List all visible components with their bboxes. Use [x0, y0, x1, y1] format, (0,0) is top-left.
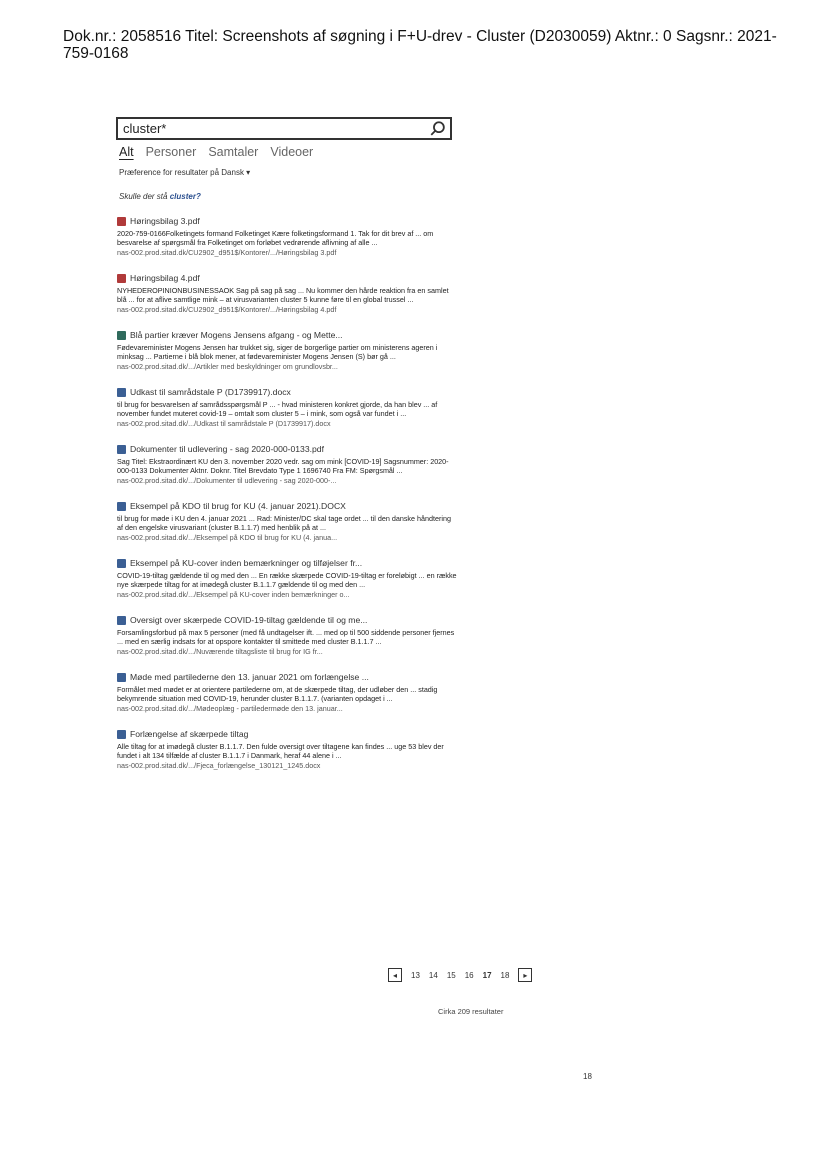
- word-file-icon: [117, 559, 126, 568]
- pdf-file-icon: [117, 217, 126, 226]
- web-page-icon: [117, 331, 126, 340]
- current-page: 17: [482, 970, 492, 980]
- result-url: nas-002.prod.sitad.dk/.../Eksempel på KU-cover inden bemærkninger o...: [117, 590, 350, 599]
- word-file-icon: [117, 445, 126, 454]
- result-title-link[interactable]: Blå partier kræver Mogens Jensens afgang - og Mette...: [130, 330, 343, 340]
- word-file-icon: [117, 616, 126, 625]
- tab-samtaler[interactable]: Samtaler: [208, 145, 259, 159]
- word-file-icon: [117, 388, 126, 397]
- result-snippet: Forsamlingsforbud på max 5 personer (med få undtagelser ift. ... med op til 500 siddende personer fjernes ... med en særlig indsats for at opspore kontakter til smittede med cluster B.1.1.7 ...: [117, 628, 455, 646]
- result-title-link[interactable]: Dokumenter til udlevering - sag 2020-000-0133.pdf: [130, 444, 324, 454]
- tab-personer[interactable]: Personer: [145, 145, 197, 159]
- word-file-icon: [117, 673, 126, 682]
- result-snippet: 2020-759-0166Folketingets formand Folketinget Kære folketingsformand 1. Tak for dit brev af ... om besvarelse af spørgsmål fra Folketinget om forløbet vedrørende aflivning af alle ...: [117, 229, 434, 247]
- result-title-link[interactable]: Eksempel på KDO til brug for KU (4. januar 2021).DOCX: [130, 501, 346, 511]
- result-title-link[interactable]: Forlængelse af skærpede tiltag: [130, 729, 249, 739]
- chevron-right-icon[interactable]: ▸: [518, 968, 532, 982]
- document-header: Dok.nr.: 2058516 Titel: Screenshots af søgning i F+U-drev - Cluster (D2030059) Aktnr.: 0 Sagsnr.: 2021-759-0168: [63, 28, 777, 62]
- search-results: [117, 216, 457, 786]
- result-url: nas-002.prod.sitad.dk/CU2902_d951$/Kontorer/.../Høringsbilag 4.pdf: [117, 305, 337, 314]
- tab-videoer[interactable]: Videoer: [270, 145, 314, 159]
- result-snippet: Alle tiltag for at imødegå cluster B.1.1.7. Den fulde oversigt over tiltagene kan findes ... uge 53 blev der fundet i alt 134 tilfælde af cluster B.1.1.7 i Danmark, heraf 44 alene i ...: [117, 742, 444, 760]
- word-file-icon: [117, 502, 126, 511]
- result-url: nas-002.prod.sitad.dk/CU2902_d951$/Kontorer/.../Høringsbilag 3.pdf: [117, 248, 337, 257]
- result-title-link[interactable]: Høringsbilag 3.pdf: [130, 216, 200, 226]
- pagination: [388, 968, 532, 982]
- search-input[interactable]: cluster*: [123, 121, 167, 136]
- result-snippet: NYHEDEROPINIONBUSINESSAOK Sag på sag på sag ... Nu kommer den hårde reaktion fra en samlet blå ... for at aflive samtlige mink – at virusvarianten cluster 5 kunne føre til en global trussel ...: [117, 286, 449, 304]
- result-url: nas-002.prod.sitad.dk/.../Mødeoplæg - partiledermøde den 13. januar...: [117, 704, 343, 713]
- result-item: [117, 444, 457, 485]
- page-link[interactable]: 13: [411, 970, 420, 980]
- result-item: [117, 501, 457, 542]
- page-link[interactable]: 18: [500, 970, 510, 980]
- result-url: nas-002.prod.sitad.dk/.../Artikler med beskyldninger om grundlovsbr...: [117, 362, 338, 371]
- result-title-link[interactable]: Møde med partilederne den 13. januar 2021 om forlængelse ...: [130, 672, 369, 682]
- result-snippet: COVID-19-tiltag gældende til og med den ... En række skærpede COVID-19-tiltag er foreløbigt ... en række nye skærpede tiltag for at imødegå cluster B.1.1.7 gældende til og med den ...: [117, 571, 457, 589]
- result-item: [117, 672, 457, 713]
- result-snippet: Sag Titel: Ekstraordinært KU den 3. november 2020 vedr. sag om mink [COVID-19] Sagsnummer: 2020-000-0133 Dokumenter Aktnr. Doknr. Titel Brevdato Type 1 1696740 Fra FM: Spørgsmål ...: [117, 457, 449, 475]
- search-box[interactable]: [116, 117, 452, 140]
- result-snippet: Fødevareminister Mogens Jensen har trukket sig, siger de borgerlige partier om ministerens ageren i minksag ... Partierne i blå blok mener, at fødevareminister Mogens Jensen (S) bør gå ...: [117, 343, 438, 361]
- result-url: nas-002.prod.sitad.dk/.../Dokumenter til udlevering - sag 2020-000-...: [117, 476, 337, 485]
- result-item: [117, 729, 457, 770]
- spelling-suggestion: [119, 192, 201, 201]
- chevron-left-icon[interactable]: ◂: [388, 968, 402, 982]
- result-title-link[interactable]: Eksempel på KU-cover inden bemærkninger og tilføjelser fr...: [130, 558, 363, 568]
- page-link[interactable]: 15: [446, 970, 456, 980]
- page-link[interactable]: 16: [464, 970, 474, 980]
- tab-alt[interactable]: Alt: [119, 145, 134, 159]
- result-title-link[interactable]: Udkast til samrådstale P (D1739917).docx: [130, 387, 291, 397]
- result-item: [117, 330, 457, 371]
- pdf-file-icon: [117, 274, 126, 283]
- result-snippet: til brug for besvarelsen af samrådsspørgsmål P ... - hvad ministeren konkret gjorde, da han blev ... af november fundet muteret covid-19 – omtalt som cluster 5 – i mink, som også var fundet i ...: [117, 400, 438, 418]
- result-url: nas-002.prod.sitad.dk/.../Nuværende tiltagsliste til brug for IG fr...: [117, 647, 323, 656]
- result-title-link[interactable]: Oversigt over skærpede COVID-19-tiltag gældende til og me...: [130, 615, 368, 625]
- search-icon[interactable]: [429, 120, 447, 138]
- result-url: nas-002.prod.sitad.dk/.../Fjeca_forlængelse_130121_1245.docx: [117, 761, 321, 770]
- result-snippet: til brug for møde i KU den 4. januar 2021 ... Rad: Minister/DC skal tage ordet ... til den danske håndtering af den engelske virusvariant (cluster B.1.1.7) med henblik på at ...: [117, 514, 451, 532]
- result-count: Cirka 209 resultater: [438, 1007, 504, 1016]
- result-url: nas-002.prod.sitad.dk/.../Eksempel på KDO til brug for KU (4. janua...: [117, 533, 338, 542]
- language-preference[interactable]: Præference for resultater på Dansk ▾: [119, 168, 251, 177]
- result-item: [117, 558, 457, 599]
- result-url: nas-002.prod.sitad.dk/.../Udkast til samrådstale P (D1739917).docx: [117, 419, 331, 428]
- word-file-icon: [117, 730, 126, 739]
- result-title-link[interactable]: Høringsbilag 4.pdf: [130, 273, 200, 283]
- result-item: [117, 615, 457, 656]
- suggestion-term-link[interactable]: cluster?: [169, 192, 201, 201]
- result-item: [117, 387, 457, 428]
- page-link[interactable]: 14: [428, 970, 438, 980]
- page-number: 18: [583, 1072, 592, 1081]
- result-item: [117, 273, 457, 314]
- suggestion-prefix: Skulle der stå: [119, 192, 168, 201]
- search-tabs: [119, 145, 313, 159]
- result-item: [117, 216, 457, 257]
- result-snippet: Formålet med mødet er at orientere partilederne om, at de skærpede tiltag, der udløber den ... stadig bekymrende situation med COVID-19, herunder cluster B.1.1.7. (varianten opdaget i ...: [117, 685, 438, 703]
